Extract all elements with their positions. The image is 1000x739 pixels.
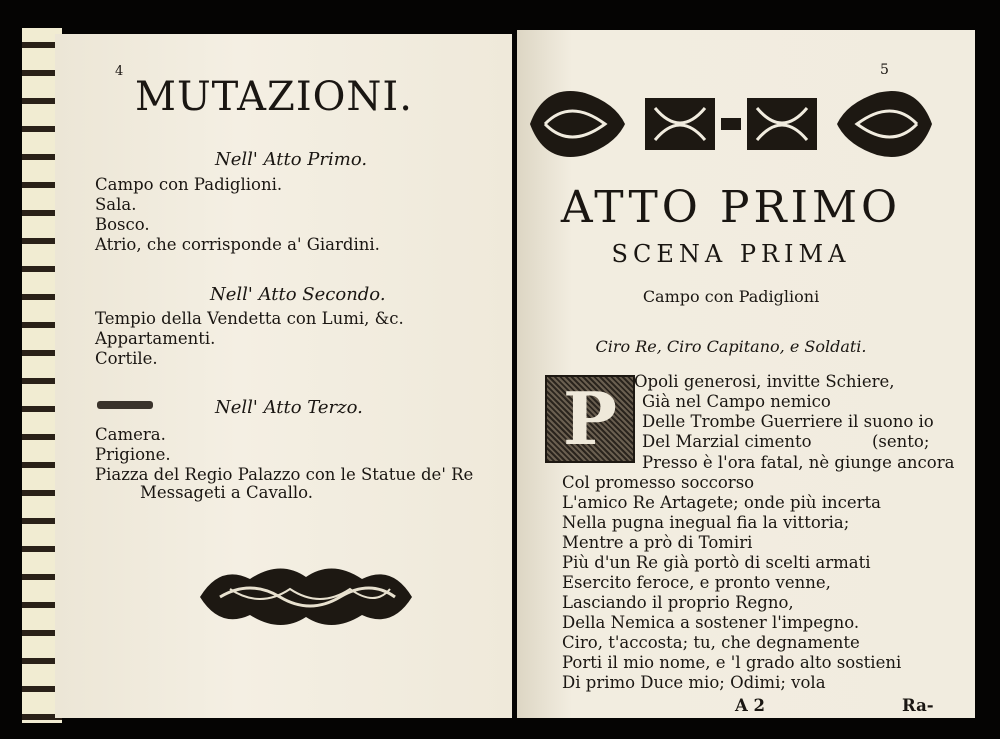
ornament-mark xyxy=(97,401,153,409)
headpiece-ornament-icon xyxy=(525,78,937,170)
scene-item: Atrio, che corrisponde a' Giardini. xyxy=(95,235,380,254)
page-number: 4 xyxy=(115,64,124,79)
verse-line: Della Nemica a sostener l'impegno. xyxy=(562,613,860,632)
verse-line: Presso è l'ora fatal, nè giunge ancora xyxy=(642,453,955,472)
signature-mark: A 2 xyxy=(735,696,766,715)
verse-line: L'amico Re Artagete; onde più incerta xyxy=(562,493,882,512)
verse-line: Delle Trombe Guerriere il suono io xyxy=(642,412,934,431)
scene-title: SCENA PRIMA xyxy=(611,240,851,268)
scene-item: Campo con Padiglioni. xyxy=(95,175,283,194)
tailpiece-ornament-icon xyxy=(190,559,422,634)
verse-line: Nella pugna inegual fia la vittoria; xyxy=(562,513,850,532)
scene-item: Sala. xyxy=(95,195,137,214)
verse-line: Opoli generosi, invitte Schiere, xyxy=(634,372,895,391)
scene-item: Messageti a Cavallo. xyxy=(140,483,314,502)
characters: Ciro Re, Ciro Capitano, e Soldati. xyxy=(595,337,867,356)
scene-item: Piazza del Regio Palazzo con le Statue de' Re xyxy=(95,465,474,484)
verse-line: Di primo Duce mio; Odimi; vola xyxy=(562,673,826,692)
act-heading: Nell' Atto Terzo. xyxy=(215,397,363,418)
page-number: 5 xyxy=(880,62,889,78)
catchword: Ra- xyxy=(902,696,934,715)
verse-line: Del Marzial cimento xyxy=(642,432,812,451)
act-heading: Nell' Atto Secondo. xyxy=(210,284,386,305)
drop-cap-box xyxy=(545,375,635,463)
scene-item: Tempio della Vendetta con Lumi, &c. xyxy=(95,309,404,328)
act-title: ATTO PRIMO xyxy=(560,182,902,233)
page-title: MUTAZIONI. xyxy=(135,74,413,120)
verse-line: Ciro, t'accosta; tu, che degnamente xyxy=(562,633,860,652)
drop-cap: P xyxy=(562,376,618,461)
scene-item: Camera. xyxy=(95,425,166,444)
scene-item: Appartamenti. xyxy=(95,329,216,348)
right-page xyxy=(517,30,975,718)
verse-line: Porti il mio nome, e 'l grado alto sostieni xyxy=(562,653,902,672)
scene-setting: Campo con Padiglioni xyxy=(642,287,820,306)
scene-item: Bosco. xyxy=(95,215,150,234)
left-page xyxy=(55,34,512,718)
verse-line: Col promesso soccorso xyxy=(562,473,755,492)
verse-line: Più d'un Re già portò di scelti armati xyxy=(562,553,871,572)
scene-item: Prigione. xyxy=(95,445,171,464)
scene-item: Cortile. xyxy=(95,349,158,368)
verse-line: Esercito feroce, e pronto venne, xyxy=(562,573,831,592)
act-heading: Nell' Atto Primo. xyxy=(215,149,368,170)
verse-line-turnover: (sento; xyxy=(872,432,930,451)
verse-line: Già nel Campo nemico xyxy=(642,392,831,411)
verse-line: Mentre a prò di Tomiri xyxy=(562,533,753,552)
verse-line: Lasciando il proprio Regno, xyxy=(562,593,794,612)
